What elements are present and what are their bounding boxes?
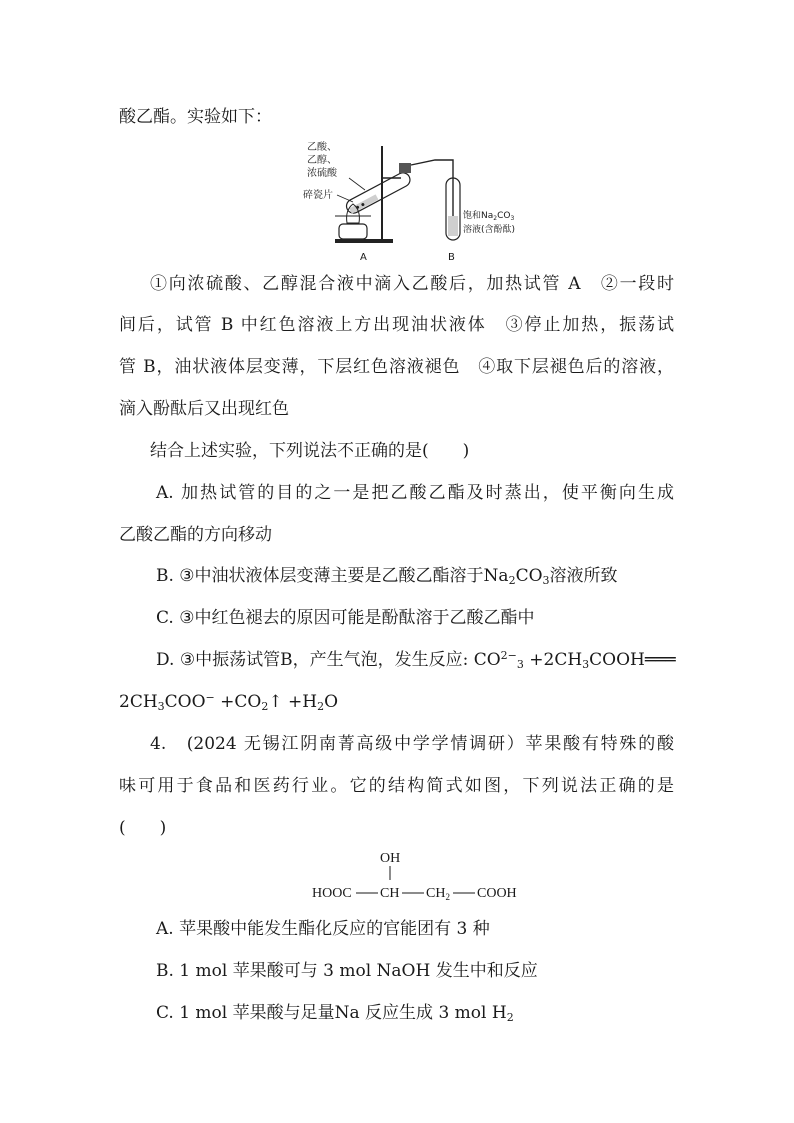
- intro-text: 酸乙酯。实验如下：: [119, 107, 272, 127]
- stand-base: [335, 239, 393, 243]
- q3-option-b: B. ③中油状液体层变薄主要是乙酸乙酯溶于$Na_2CO_3$溶液所致: [156, 566, 618, 587]
- q4-stem-line2: 味可用于食品和医药行业。它的结构简式如图，下列说法正确的是: [119, 776, 674, 796]
- q3-stem: 结合上述实验，下列说法不正确的是( ): [150, 441, 470, 461]
- reagent-pointer: [349, 178, 365, 190]
- q4-option-b: B. 1 mol 苹果酸可与 3 mol NaOH 发生中和反应: [156, 961, 538, 981]
- reaction-equals: ═══: [644, 650, 676, 670]
- steps-line1: ①向浓硫酸、乙醇混合液中滴入乙酸后，加热试管 A ②一段时: [150, 274, 674, 294]
- steps-line3: 管 B，油状液体层变薄，下层红色溶液褪色 ④取下层褪色后的溶液，: [119, 357, 674, 377]
- reagent-label-line2: 乙醇、: [307, 155, 337, 166]
- q3-option-c: C. ③中红色褪去的原因可能是酚酞溶于乙酸乙酯中: [156, 608, 535, 628]
- alcohol-lamp: [339, 224, 367, 239]
- structure-hooc: HOOC: [312, 886, 352, 901]
- q4-stem-line3: ( ): [119, 818, 167, 838]
- q3-equation-products: $2CH_3COO^-$ $+CO_2↑ +H_2O$: [119, 691, 339, 713]
- q4-option-c: C. 1 mol 苹果酸与足量Na 反应生成 3 mol $H_2$: [156, 1003, 514, 1024]
- q4-stem-line1: 4. (2024 无锡江阴南菁高级中学学情调研）苹果酸有特殊的酸: [150, 734, 674, 754]
- structure-ch: CH: [380, 886, 400, 901]
- q3-option-d: D. ③中振荡试管B，产生气泡，发生反应: $CO^{2-}_3$ $+2CH_3COOH═══$: [156, 649, 676, 671]
- structure-ch2: $CH_2$: [426, 886, 450, 902]
- structure-cooh: COOH: [477, 886, 517, 901]
- steps-line2: 间后，试管 B 中红色溶液上方出现油状液体 ③停止加热，振荡试: [119, 315, 674, 335]
- structure-oh: OH: [380, 851, 401, 866]
- q3-option-a-line2: 乙酸乙酯的方向移动: [119, 525, 272, 545]
- stopper: [399, 163, 411, 173]
- reagent-label-line3: 浓硫酸: [307, 168, 337, 179]
- solution-label-line1: 饱和$Na_2CO_3$: [463, 211, 515, 222]
- q3-option-a-line1: A. 加热试管的目的之一是把乙酸乙酯及时蒸出，使平衡向生成: [156, 483, 674, 503]
- label-a: A: [360, 252, 367, 263]
- ester-apparatus-diagram: [295, 138, 540, 263]
- carbonate-solution: [448, 216, 458, 236]
- chips-label: 碎瓷片: [303, 190, 333, 201]
- label-b: B: [448, 252, 455, 263]
- malic-acid-structure: [300, 848, 540, 904]
- solution-label-line2: 溶液(含酚酞): [463, 225, 516, 235]
- reagent-label-line1: 乙酸、: [307, 142, 337, 153]
- steps-line4: 滴入酚酞后又出现红色: [119, 399, 289, 419]
- q4-option-a: A. 苹果酸中能发生酯化反应的官能团有 3 种: [156, 919, 490, 939]
- chips-pointer: [337, 195, 353, 202]
- delivery-tube: [411, 160, 453, 226]
- test-tube-a: [344, 170, 412, 215]
